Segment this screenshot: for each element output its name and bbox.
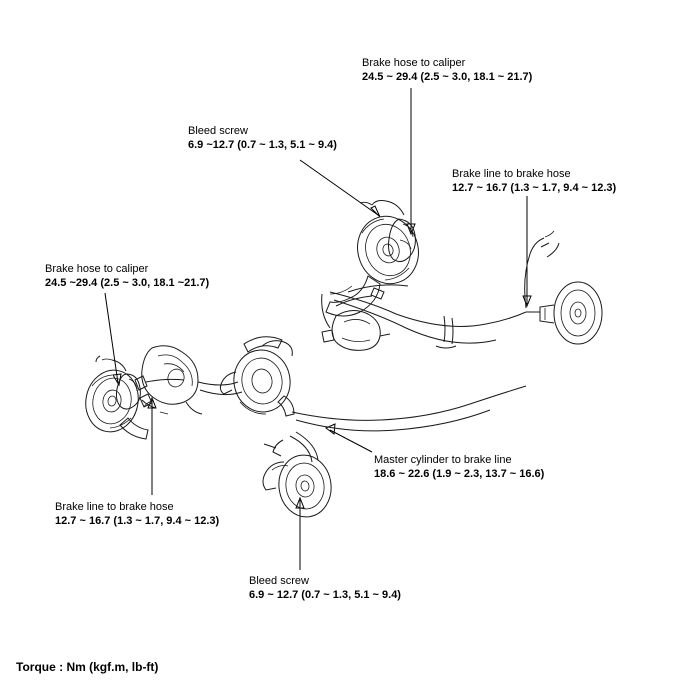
callout-value: 6.9 ~12.7 (0.7 ~ 1.3, 5.1 ~ 9.4) — [188, 139, 337, 151]
brake-lines-network — [142, 285, 526, 462]
torque-units-note: Torque : Nm (kgf.m, lb-ft) — [16, 660, 159, 674]
callout-value: 6.9 ~ 12.7 (0.7 ~ 1.3, 5.1 ~ 9.4) — [249, 589, 401, 601]
callout-bleed-screw-top — [188, 124, 337, 152]
callout-title: Brake hose to caliper — [45, 263, 149, 275]
callout-value: 18.6 ~ 22.6 (1.9 ~ 2.3, 13.7 ~ 16.6) — [374, 468, 545, 480]
callout-title: Brake hose to caliper — [362, 57, 466, 69]
callout-value: 24.5 ~ 29.4 (2.5 ~ 3.0, 18.1 ~ 21.7) — [362, 71, 533, 83]
callout-value: 24.5 ~29.4 (2.5 ~ 3.0, 18.1 ~21.7) — [45, 277, 210, 289]
callout-title: Brake line to brake hose — [55, 501, 174, 513]
callout-bleed-screw-bottom — [249, 574, 401, 602]
master-cylinder-assembly — [220, 337, 295, 417]
callout-brake-line-to-brake-hose-right — [452, 167, 616, 195]
front-left-brake-assembly — [80, 356, 148, 439]
callout-master-cylinder-to-brake-line — [374, 453, 544, 481]
callout-brake-line-to-brake-hose-left — [55, 500, 219, 528]
callout-title: Bleed screw — [249, 575, 309, 587]
callout-title: Master cylinder to brake line — [374, 454, 512, 466]
callout-value: 12.7 ~ 16.7 (1.3 ~ 1.7, 9.4 ~ 12.3) — [452, 182, 617, 194]
rear-right-drum-assembly — [525, 231, 602, 344]
callout-title: Brake line to brake hose — [452, 168, 571, 180]
callout-brake-hose-to-caliper-left — [45, 262, 209, 290]
callout-brake-hose-to-caliper-top — [362, 56, 532, 84]
front-right-brake-assembly — [326, 201, 427, 317]
leader-lines — [105, 88, 531, 570]
callout-value: 12.7 ~ 16.7 (1.3 ~ 1.7, 9.4 ~ 12.3) — [55, 515, 220, 527]
callout-title: Bleed screw — [188, 125, 248, 137]
